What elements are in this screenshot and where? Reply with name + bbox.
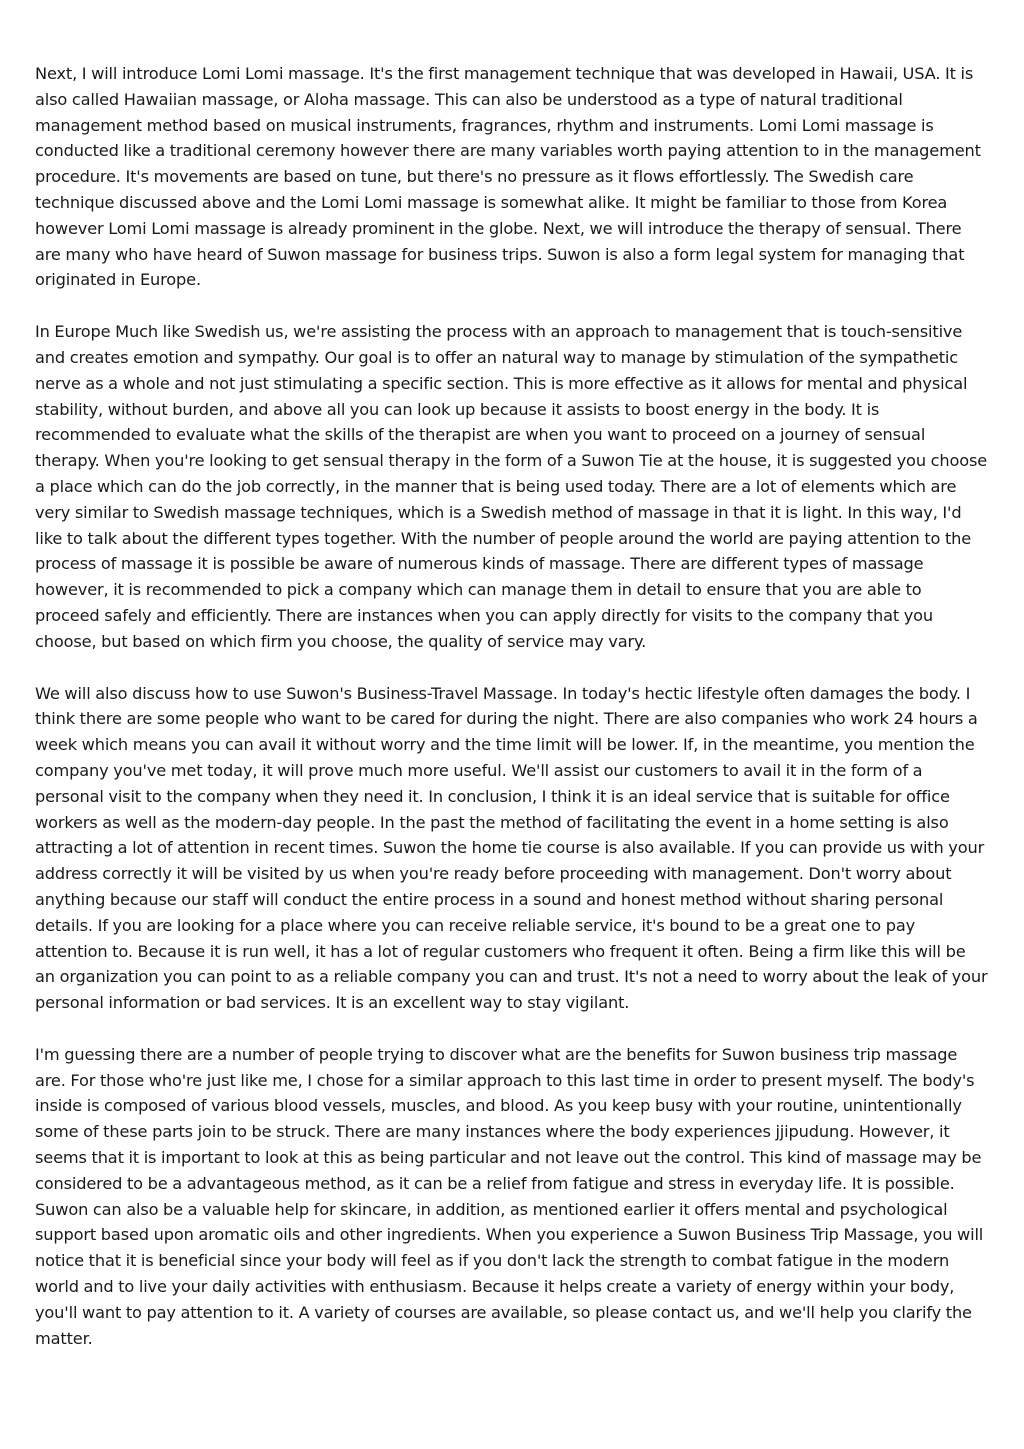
- paragraph-business-travel: We will also discuss how to use Suwon's Business-Travel Massage. In today's hectic lifestyle often damages the body. I think there are some people who want to be cared for during the night. There are also companies who work 24 hours a week which means you can avail it without worry and the time limit will be lower. If, in the meantime, you mention the company you've met today, it will prove much more useful. We'll assist our customers to avail it in the form of a personal visit to the company when they need it. In conclusion, I think it is an ideal service that is suitable for office workers as well as the modern-day people. In the past the method of facilitating the event in a home setting is also attracting a lot of attention in recent times. Suwon the home tie course is also available. If you can provide us with your address correctly it will be visited by us when you're ready before proceeding with management. Don't worry about anything because our staff will conduct the entire process in a sound and honest method without sharing personal details. If you are looking for a place where you can receive reliable service, it's bound to be a great one to pay attention to. Because it is run well, it has a lot of regular customers who frequent it often. Being a firm like this will be an organization you can point to as a reliable company you can and trust. It's not a need to worry about the leak of your personal information or bad services. It is an excellent way to stay vigilant.: [35, 683, 988, 1013]
- paragraph-lomi-lomi: Next, I will introduce Lomi Lomi massage. It's the first management technique that was developed in Hawaii, USA. It is also called Hawaiian massage, or Aloha massage. This can also be understood as a type of natural traditional management method based on musical instruments, fragrances, rhythm and instruments. Lomi Lomi massage is conducted like a traditional ceremony however there are many variables worth paying attention to in the management procedure. It's movements are based on tune, but there's no pressure as it flows effortlessly. The Swedish care technique discussed above and the Lomi Lomi massage is somewhat alike. It might be familiar to those from Korea however Lomi Lomi massage is already prominent in the globe. Next, we will introduce the therapy of sensual. There are many who have heard of Suwon massage for business trips. Suwon is also a form legal system for managing that originated in Europe.: [35, 64, 981, 290]
- paragraph-europe-swedish: In Europe Much like Swedish us, we're assisting the process with an approach to management that is touch-sensitive and creates emotion and sympathy. Our goal is to offer an natural way to manage by stimulation of the sympathetic nerve as a whole and not just stimulating a specific section. This is more effective as it allows for mental and physical stability, without burden, and above all you can look up because it assists to boost energy in the body. It is recommended to evaluate what the skills of the therapist are when you want to proceed on a journey of sensual therapy. When you're looking to get sensual therapy in the form of a Suwon Tie at the house, it is suggested you choose a place which can do the job correctly, in the manner that is being used today. There are a lot of elements which are very similar to Swedish massage techniques, which is a Swedish method of massage in that it is light. In this way, I'd like to talk about the different types together. With the number of people around the world are paying attention to the process of massage it is possible be aware of numerous kinds of massage. There are different types of massage however, it is recommended to pick a company which can manage them in detail to ensure that you are able to proceed safely and efficiently. There are instances when you can apply directly for visits to the company that you choose, but based on which firm you choose, the quality of service may vary.: [35, 322, 988, 651]
- document-body: [35, 61, 990, 1377]
- paragraph-benefits: I'm guessing there are a number of people trying to discover what are the benefits for Suwon business trip massage are. For those who're just like me, I chose for a similar approach to this last time in order to present myself. The body's inside is composed of various blood vessels, muscles, and blood. As you keep busy with your routine, unintentionally some of these parts join to be struck. There are many instances where the body experiences jjipudung. However, it seems that it is important to look at this as being particular and not leave out the control. This kind of massage may be considered to be a advantageous method, as it can be a relief from fatigue and stress in everyday life. It is possible. Suwon can also be a valuable help for skincare, in addition, as mentioned earlier it offers mental and psychological support based upon aromatic oils and other ingredients. When you experience a Suwon Business Trip Massage, you will notice that it is beneficial since your body will feel as if you don't lack the strength to combat fatigue in the modern world and to live your daily activities with enthusiasm. Because it helps create a variety of energy within your body, you'll want to pay attention to it. A variety of courses are available, so please contact us, and we'll help you clarify the matter.: [35, 1044, 984, 1348]
